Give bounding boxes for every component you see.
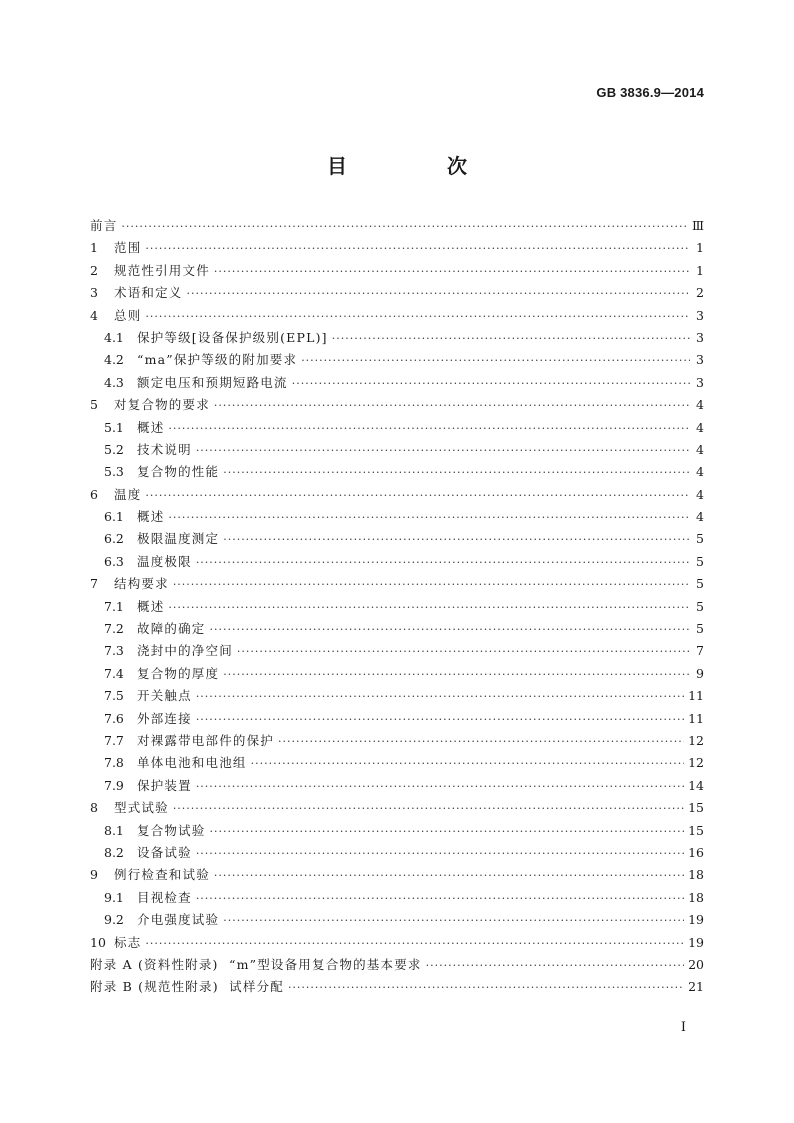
- toc-entry[interactable]: [90, 932, 704, 954]
- toc-entry-label: 概述: [137, 509, 165, 525]
- toc-dot-leader: [223, 664, 690, 686]
- toc-entry-page: 3: [696, 307, 704, 323]
- toc-dot-leader: [223, 462, 690, 484]
- toc-dot-leader: [237, 641, 690, 663]
- toc-entry-number: 5: [90, 397, 98, 413]
- toc-entry-number: 9.2: [104, 912, 124, 928]
- toc-entry-page: 21: [688, 979, 704, 995]
- toc-dot-leader: [196, 843, 684, 865]
- toc-dot-leader: [210, 821, 685, 843]
- toc-entry-page: 1: [696, 240, 704, 256]
- toc-dot-leader: [278, 731, 684, 753]
- toc-entry-number: 6.1: [104, 509, 124, 525]
- toc-entry[interactable]: [90, 237, 704, 259]
- toc-entry-label: 目视检查: [137, 889, 192, 905]
- toc-dot-leader: [145, 238, 690, 260]
- toc-dot-leader: [214, 395, 690, 417]
- toc-entry-label: 概述: [137, 598, 165, 614]
- toc-entry[interactable]: [90, 215, 704, 237]
- toc-entry-number: 6: [90, 486, 98, 502]
- toc-entry[interactable]: [90, 775, 704, 797]
- toc-entry-page: 20: [688, 956, 704, 972]
- page-number: I: [680, 1020, 686, 1035]
- toc-dot-leader: [426, 955, 684, 977]
- toc-dot-leader: [223, 910, 684, 932]
- toc-entry-number: 7.5: [104, 688, 124, 704]
- toc-dot-leader: [121, 216, 688, 238]
- toc-entry-label: 复合物的厚度: [137, 665, 220, 681]
- toc-entry-number: 5.3: [104, 464, 124, 480]
- toc-entry-page: 19: [688, 934, 704, 950]
- toc-entry[interactable]: [90, 640, 704, 662]
- toc-dot-leader: [173, 798, 684, 820]
- toc-entry[interactable]: [90, 976, 704, 998]
- toc-entry-label: 复合物试验: [137, 822, 206, 838]
- toc-entry[interactable]: [90, 730, 704, 752]
- toc-entry-number: 7.7: [104, 732, 124, 748]
- toc-entry-page: 12: [688, 755, 704, 771]
- toc-dot-leader: [168, 507, 690, 529]
- toc-entry-page: 16: [688, 844, 704, 860]
- toc-dot-leader: [214, 865, 684, 887]
- standard-code: GB 3836.9—2014: [596, 85, 704, 100]
- toc-entry-number: 9: [90, 867, 98, 883]
- toc-entry[interactable]: [90, 820, 704, 842]
- toc-entry-page: 2: [696, 285, 704, 301]
- toc-dot-leader: [196, 709, 684, 731]
- toc-entry-page: 18: [688, 889, 704, 905]
- toc-dot-leader: [288, 977, 684, 999]
- toc-entry[interactable]: [90, 394, 704, 416]
- toc-entry-label: 开关触点: [137, 688, 192, 704]
- toc-entry-page: 5: [696, 576, 704, 592]
- toc-entry-label: 概述: [137, 419, 165, 435]
- toc-entry-page: 4: [696, 486, 704, 502]
- toc-entry-page: 4: [696, 464, 704, 480]
- toc-entry-label: “ma”保护等级的附加要求: [137, 352, 298, 368]
- toc-entry[interactable]: [90, 752, 704, 774]
- toc-entry-label: 外部连接: [137, 710, 192, 726]
- toc-entry-page: 15: [688, 800, 704, 816]
- toc-entry-page: 1: [696, 262, 704, 278]
- toc-entry-label: 技术说明: [137, 441, 192, 457]
- toc-entry[interactable]: [90, 618, 704, 640]
- toc-entry-page: 3: [696, 352, 704, 368]
- toc-entry-label: 浇封中的净空间: [137, 643, 233, 659]
- toc-entry[interactable]: [90, 506, 704, 528]
- toc-entry[interactable]: [90, 484, 704, 506]
- toc-entry-number: 7.4: [104, 665, 124, 681]
- toc-dot-leader: [173, 574, 690, 596]
- toc-entry-label: 规范性引用文件: [114, 262, 210, 278]
- toc-entry-number: 7.8: [104, 755, 124, 771]
- toc-entry[interactable]: [90, 685, 704, 707]
- toc-dot-leader: [145, 933, 684, 955]
- toc-entry-number: 4.3: [104, 374, 124, 390]
- toc-entry[interactable]: [90, 797, 704, 819]
- toc-entry[interactable]: [90, 528, 704, 550]
- toc-dot-leader: [168, 418, 690, 440]
- toc-entry[interactable]: [90, 887, 704, 909]
- toc-entry-label: 标志: [114, 934, 142, 950]
- toc-entry[interactable]: [90, 596, 704, 618]
- toc-entry-page: 12: [688, 732, 704, 748]
- toc-dot-leader: [251, 753, 684, 775]
- toc-entry[interactable]: [90, 573, 704, 595]
- toc-entry-number: 1: [90, 240, 98, 256]
- toc-entry-label: 复合物的性能: [137, 464, 220, 480]
- toc-entry-label: 总则: [114, 307, 142, 323]
- toc-dot-leader: [210, 619, 690, 641]
- toc-entry-label: 保护等级[设备保护级别(EPL)]: [137, 329, 328, 345]
- toc-entry-number: 7.9: [104, 777, 124, 793]
- toc-entry-number: 9.1: [104, 889, 124, 905]
- toc-entry-page: 5: [696, 598, 704, 614]
- toc-entry-number: 4: [90, 307, 98, 323]
- toc-entry-page: 4: [696, 419, 704, 435]
- toc-entry[interactable]: [90, 461, 704, 483]
- toc-entry-label: 额定电压和预期短路电流: [137, 374, 288, 390]
- toc-entry-label: 保护装置: [137, 777, 192, 793]
- toc-entry-page: 3: [696, 329, 704, 345]
- toc-entry-label: 型式试验: [114, 800, 169, 816]
- toc-entry-label: 结构要求: [114, 576, 169, 592]
- toc-entry-label: 温度极限: [137, 553, 192, 569]
- toc-entry[interactable]: [90, 864, 704, 886]
- toc-entry-number: 4.2: [104, 352, 124, 368]
- toc-entry-page: 7: [696, 643, 704, 659]
- toc-entry-label: 极限温度测定: [137, 531, 220, 547]
- toc-dot-leader: [214, 261, 690, 283]
- toc-entry-page: 4: [696, 509, 704, 525]
- toc-entry-number: 3: [90, 285, 98, 301]
- toc-dot-leader: [196, 440, 690, 462]
- toc-entry-number: 10: [90, 934, 106, 950]
- toc-entry-label: 范围: [114, 240, 142, 256]
- toc-entry-number: 7.2: [104, 621, 124, 637]
- toc-dot-leader: [223, 529, 690, 551]
- toc-entry[interactable]: [90, 260, 704, 282]
- toc-entry-label: 温度: [114, 486, 142, 502]
- toc-entry[interactable]: [90, 551, 704, 573]
- toc-entry-number: 7: [90, 576, 98, 592]
- toc-dot-leader: [168, 597, 690, 619]
- toc-entry-label: 术语和定义: [114, 285, 183, 301]
- toc-entry-page: 4: [696, 441, 704, 457]
- toc-entry-page: Ⅲ: [691, 218, 704, 233]
- toc-entry[interactable]: [90, 327, 704, 349]
- toc-entry-number: 7.1: [104, 598, 124, 614]
- toc-dot-leader: [196, 888, 684, 910]
- toc-entry-page: 9: [696, 665, 704, 681]
- toc-entry-page: 5: [696, 531, 704, 547]
- toc-entry[interactable]: [90, 708, 704, 730]
- toc-entry[interactable]: [90, 372, 704, 394]
- toc-entry-number: 8.1: [104, 822, 124, 838]
- toc-entry[interactable]: [90, 663, 704, 685]
- toc-entry-label: 设备试验: [137, 844, 192, 860]
- toc-entry[interactable]: [90, 842, 704, 864]
- toc-entry-number: 4.1: [104, 329, 124, 345]
- toc-entry-number: 8: [90, 800, 98, 816]
- toc-entry-label: 故障的确定: [137, 621, 206, 637]
- toc-entry[interactable]: [90, 282, 704, 304]
- toc-entry-label: 例行检查和试验: [114, 867, 210, 883]
- toc-entry-page: 14: [688, 777, 704, 793]
- toc-entry-page: 11: [688, 688, 704, 704]
- toc-entry[interactable]: [90, 954, 704, 976]
- toc-entry[interactable]: [90, 909, 704, 931]
- toc-entry-number: 5.1: [104, 419, 124, 435]
- toc-entry-page: 4: [696, 397, 704, 413]
- toc-entry-page: 11: [688, 710, 704, 726]
- toc-entry-page: 5: [696, 553, 704, 569]
- toc-dot-leader: [196, 686, 684, 708]
- toc-entry-page: 5: [696, 621, 704, 637]
- toc-entry[interactable]: [90, 305, 704, 327]
- toc-entry[interactable]: [90, 349, 704, 371]
- toc-entry-page: 3: [696, 374, 704, 390]
- toc-dot-leader: [196, 552, 690, 574]
- table-of-contents: [90, 215, 704, 999]
- page-title: 目 次: [327, 154, 507, 178]
- toc-dot-leader: [301, 350, 690, 372]
- toc-entry-page: 15: [688, 822, 704, 838]
- toc-entry-label: 对复合物的要求: [114, 397, 210, 413]
- toc-dot-leader: [332, 328, 690, 350]
- toc-entry-number: 8.2: [104, 844, 124, 860]
- toc-entry-page: 18: [688, 867, 704, 883]
- toc-dot-leader: [196, 776, 684, 798]
- toc-entry-number: 7.6: [104, 710, 124, 726]
- toc-dot-leader: [292, 373, 690, 395]
- toc-entry-label: 介电强度试验: [137, 912, 220, 928]
- toc-entry-label: 对裸露带电部件的保护: [137, 732, 275, 748]
- toc-entry-number: 6.2: [104, 531, 124, 547]
- toc-entry-page: 19: [688, 912, 704, 928]
- toc-entry-label: 前言: [90, 218, 118, 233]
- toc-dot-leader: [145, 485, 690, 507]
- toc-dot-leader: [187, 283, 690, 305]
- toc-entry-label: 附录 B (规范性附录) 试样分配: [90, 979, 284, 995]
- toc-entry[interactable]: [90, 417, 704, 439]
- toc-entry[interactable]: [90, 439, 704, 461]
- toc-entry-label: 单体电池和电池组: [137, 755, 247, 771]
- toc-dot-leader: [145, 306, 690, 328]
- toc-entry-label: 附录 A (资料性附录) “m”型设备用复合物的基本要求: [90, 956, 422, 972]
- toc-entry-number: 2: [90, 262, 98, 278]
- toc-entry-number: 7.3: [104, 643, 124, 659]
- toc-entry-number: 5.2: [104, 441, 124, 457]
- toc-entry-number: 6.3: [104, 553, 124, 569]
